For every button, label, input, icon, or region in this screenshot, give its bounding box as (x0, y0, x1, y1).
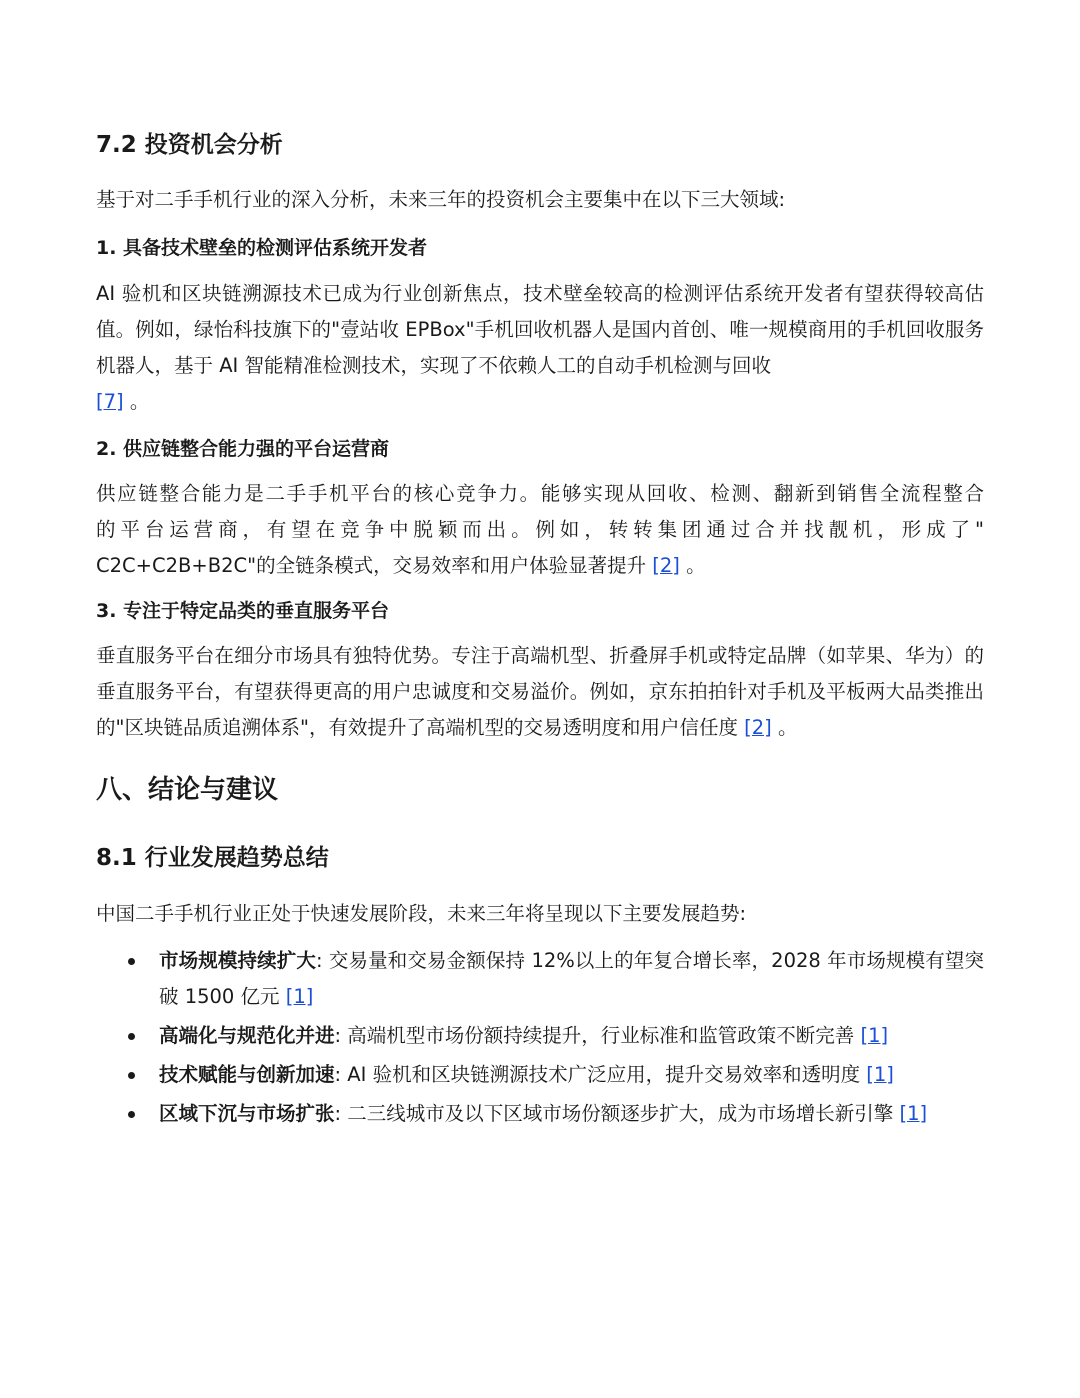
section-heading-8-1: 8.1 行业发展趋势总结 (96, 845, 329, 871)
bullet-text: 交易量和交易金额保持 12%以上的年复合增长率，2028 年市场规模有望突破 1500 亿元 (159, 949, 984, 1008)
item-2-line-3-text: C2C+C2B+B2C"的全链条模式，交易效率和用户体验显著提升 (96, 554, 647, 577)
bullet-dot-icon (128, 1072, 135, 1079)
bullet-label: 技术赋能与创新加速 (159, 1063, 335, 1086)
section-intro: 基于对二手手机行业的深入分析，未来三年的投资机会主要集中在以下三大领域: (96, 188, 786, 211)
item-title-2: 2. 供应链整合能力强的平台运营商 (96, 438, 390, 460)
item-2-line-1: 供应链整合能力是二手手机平台的核心竞争力。能够实现从回收、检测、翻新到销售全流程整合 (96, 482, 984, 505)
item-tail-3: 。 (771, 716, 798, 739)
item-2-line-2: 的平台运营商，有望在竞争中脱颖而出。例如，转转集团通过合并找靓机，形成了" (96, 518, 984, 541)
citation-link[interactable]: [1] (860, 1024, 889, 1047)
bullet-label: 高端化与规范化并进 (159, 1024, 335, 1047)
item-tail-2: 。 (679, 554, 706, 577)
item-paragraph-1 (96, 276, 984, 420)
item-text-3: 垂直服务平台在细分市场具有独特优势。专注于高端机型、折叠屏手机或特定品牌（如苹果、华为）的垂直服务平台，有望获得更高的用户忠诚度和交易溢价。例如，京东拍拍针对手机及平板两大品类推出的"区块链品质追溯体系"，有效提升了高端机型的交易透明度和用户信任度 (96, 644, 984, 739)
bullet-separator: : (334, 1102, 348, 1125)
bullet-dot-icon (128, 958, 135, 965)
citation-link[interactable]: [2] (744, 716, 772, 739)
citation-link[interactable]: [1] (899, 1102, 928, 1125)
bullet-text: AI 验机和区块链溯源技术广泛应用，提升交易效率和透明度 (347, 1063, 861, 1086)
list-item (96, 1096, 984, 1132)
bullet-dot-icon (128, 1033, 135, 1040)
bullet-separator: : (334, 1024, 348, 1047)
citation-link[interactable]: [2] (652, 554, 680, 577)
citation-link[interactable]: [1] (285, 985, 314, 1008)
item-title-3: 3. 专注于特定品类的垂直服务平台 (96, 600, 390, 622)
chapter-heading-8: 八、结论与建议 (96, 775, 279, 805)
bullet-label: 市场规模持续扩大 (159, 949, 316, 972)
citation-link[interactable]: [7] (96, 390, 124, 413)
list-item (96, 1057, 984, 1093)
item-paragraph-3 (96, 638, 984, 746)
citation-link[interactable]: [1] (866, 1063, 894, 1086)
bullet-label: 区域下沉与市场扩张 (159, 1102, 335, 1125)
item-title-1: 1. 具备技术壁垒的检测评估系统开发者 (96, 237, 428, 259)
trend-bullet-list (96, 943, 984, 1132)
item-tail-1: 。 (123, 390, 150, 413)
bullet-text: 高端机型市场份额持续提升，行业标准和监管政策不断完善 (347, 1024, 855, 1047)
list-item (96, 1018, 984, 1054)
section-heading-7-2: 7.2 投资机会分析 (96, 132, 283, 158)
item-2-line-3 (96, 553, 984, 579)
bullet-separator: : (316, 949, 329, 972)
section-intro-8-1: 中国二手手机行业正处于快速发展阶段，未来三年将呈现以下主要发展趋势: (96, 902, 747, 925)
list-item (96, 943, 984, 1015)
bullet-separator: : (334, 1063, 348, 1086)
bullet-dot-icon (128, 1111, 135, 1118)
bullet-text: 二三线城市及以下区域市场份额逐步扩大，成为市场增长新引擎 (347, 1102, 894, 1125)
item-text-1: AI 验机和区块链溯源技术已成为行业创新焦点，技术壁垒较高的检测评估系统开发者有望获得较高估值。例如，绿怡科技旗下的"壹站收 EPBox"手机回收机器人是国内首创、唯一规模商用的手机回收服务机器人，基于 AI 智能精准检测技术，实现了不依赖人工的自动手机检测与回收 (96, 282, 984, 377)
